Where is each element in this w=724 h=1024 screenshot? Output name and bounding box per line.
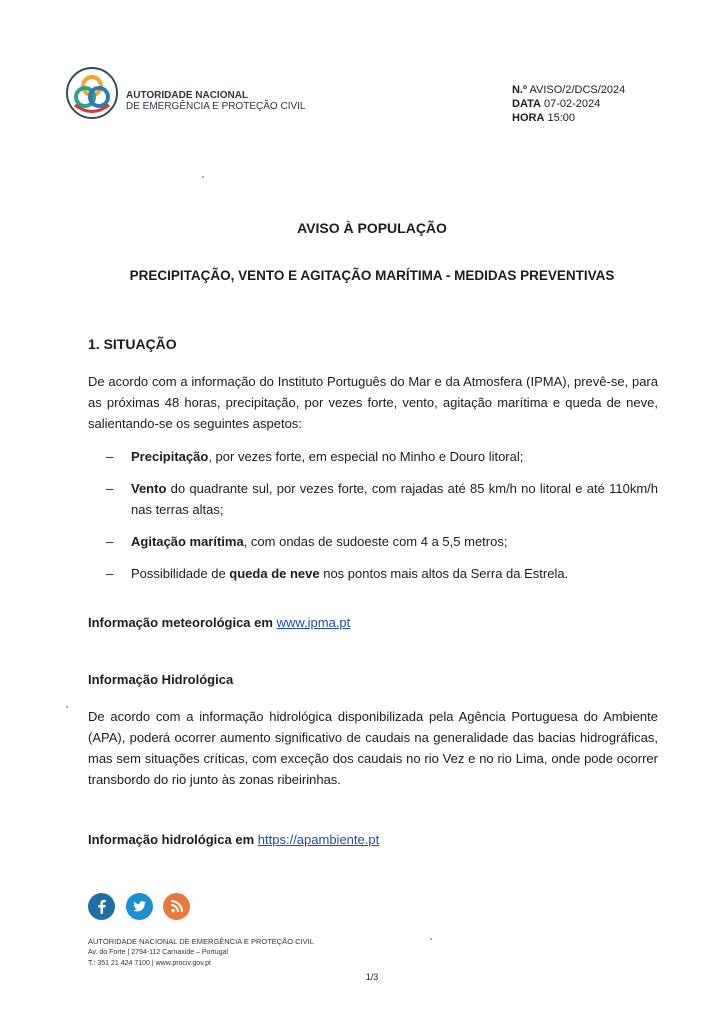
hydro-info-line [88,832,379,847]
notice-subtitle: PRECIPITAÇÃO, VENTO E AGITAÇÃO MARÍTIMA - MEDIDAS PREVENTIVAS [129,268,615,283]
bullet-dash: – [106,481,114,496]
bullet-item [106,563,658,584]
footer-contact-line: T.: 351 21 424 7100 | www.prociv.gov.pt [88,960,211,967]
date-label: DATA [512,98,541,110]
org-name-line2: DE EMERGÊNCIA E PROTEÇÃO CIVIL [126,101,306,112]
bullet-item [106,478,658,520]
scan-speck [66,706,68,708]
document-reference [512,83,625,125]
reference-value: AVISO/2/DCS/2024 [529,84,626,96]
hydro-info-label: Informação hidrológica em [88,832,255,847]
twitter-icon[interactable] [126,893,153,920]
bullet-text: , com ondas de sudoeste com 4 a 5,5 metros; [243,534,508,549]
reference-label: N.º [512,84,528,96]
notice-title: AVISO À POPULAÇÃO [297,220,447,236]
hydro-paragraph: De acordo com a informação hidrológica disponibilizada pela Agência Portuguesa do Ambiente (APA), poderá ocorrer aumento significativo de caudais na generalidade das bacias hidrográficas, mas sem situações críticas, com exceção dos caudais no rio Vez e no rio Lima, onde pode ocorrer transbordo do rio junto às zonas ribeirinhas. [88,709,658,787]
bullet-text: nos pontos mais altos da Serra da Estrela. [319,566,569,581]
time-value: 15:00 [547,112,575,124]
facebook-icon[interactable] [88,893,115,920]
bullet-item [106,531,658,552]
reference-number [512,83,625,97]
scan-speck [202,176,204,178]
rss-icon[interactable] [163,893,190,920]
bullet-text: , por vezes forte, em especial no Minho e Douro litoral; [208,449,524,464]
reference-date [512,97,625,111]
bullet-dash: – [106,566,114,581]
apambiente-link[interactable]: https://apambiente.pt [257,832,380,847]
footer-org-name: AUTORIDADE NACIONAL DE EMERGÊNCIA E PROTEÇÃO CIVIL [88,937,314,946]
page-number: 1/3 [365,972,379,982]
organization-name [126,90,305,112]
footer-address: Av. do Forte | 2794-112 Carnaxide – Portugal [88,949,228,956]
bullet-dash: – [106,534,114,549]
bullet-bold-term: queda de neve [229,566,320,581]
situation-intro: De acordo com a informação do Instituto Português do Mar e da Atmosfera (IPMA), prevê-se, para as próximas 48 horas, precipitação, por vezes forte, vento, agitação marítima e queda de neve, salientando-se os seguintes aspetos: [88,374,658,431]
ipma-link[interactable]: www.ipma.pt [276,615,351,630]
hydro-heading: Informação Hidrológica [88,672,234,687]
date-value: 07-02-2024 [543,98,601,110]
meteo-info-label: Informação meteorológica em [88,615,273,630]
section-heading-situation: 1. SITUAÇÃO [88,336,177,352]
footer-contact [88,936,314,969]
situation-bullet-list [106,446,658,595]
scan-speck [430,938,432,940]
bullet-bold-term: Vento [131,481,167,496]
org-name-line1: AUTORIDADE NACIONAL [126,90,249,101]
bullet-text: do quadrante sul, por vezes forte, com rajadas até 85 km/h no litoral e até 110km/h nas terras altas; [131,481,658,517]
anepc-logo [65,66,119,120]
reference-time [512,111,625,125]
bullet-bold-term: Agitação marítima [131,534,244,549]
bullet-item [106,446,658,467]
bullet-prefix: Possibilidade de [131,566,230,581]
bullet-bold-term: Precipitação [131,449,209,464]
time-label: HORA [512,112,545,124]
meteo-info-line [88,615,350,630]
bullet-dash: – [106,449,114,464]
